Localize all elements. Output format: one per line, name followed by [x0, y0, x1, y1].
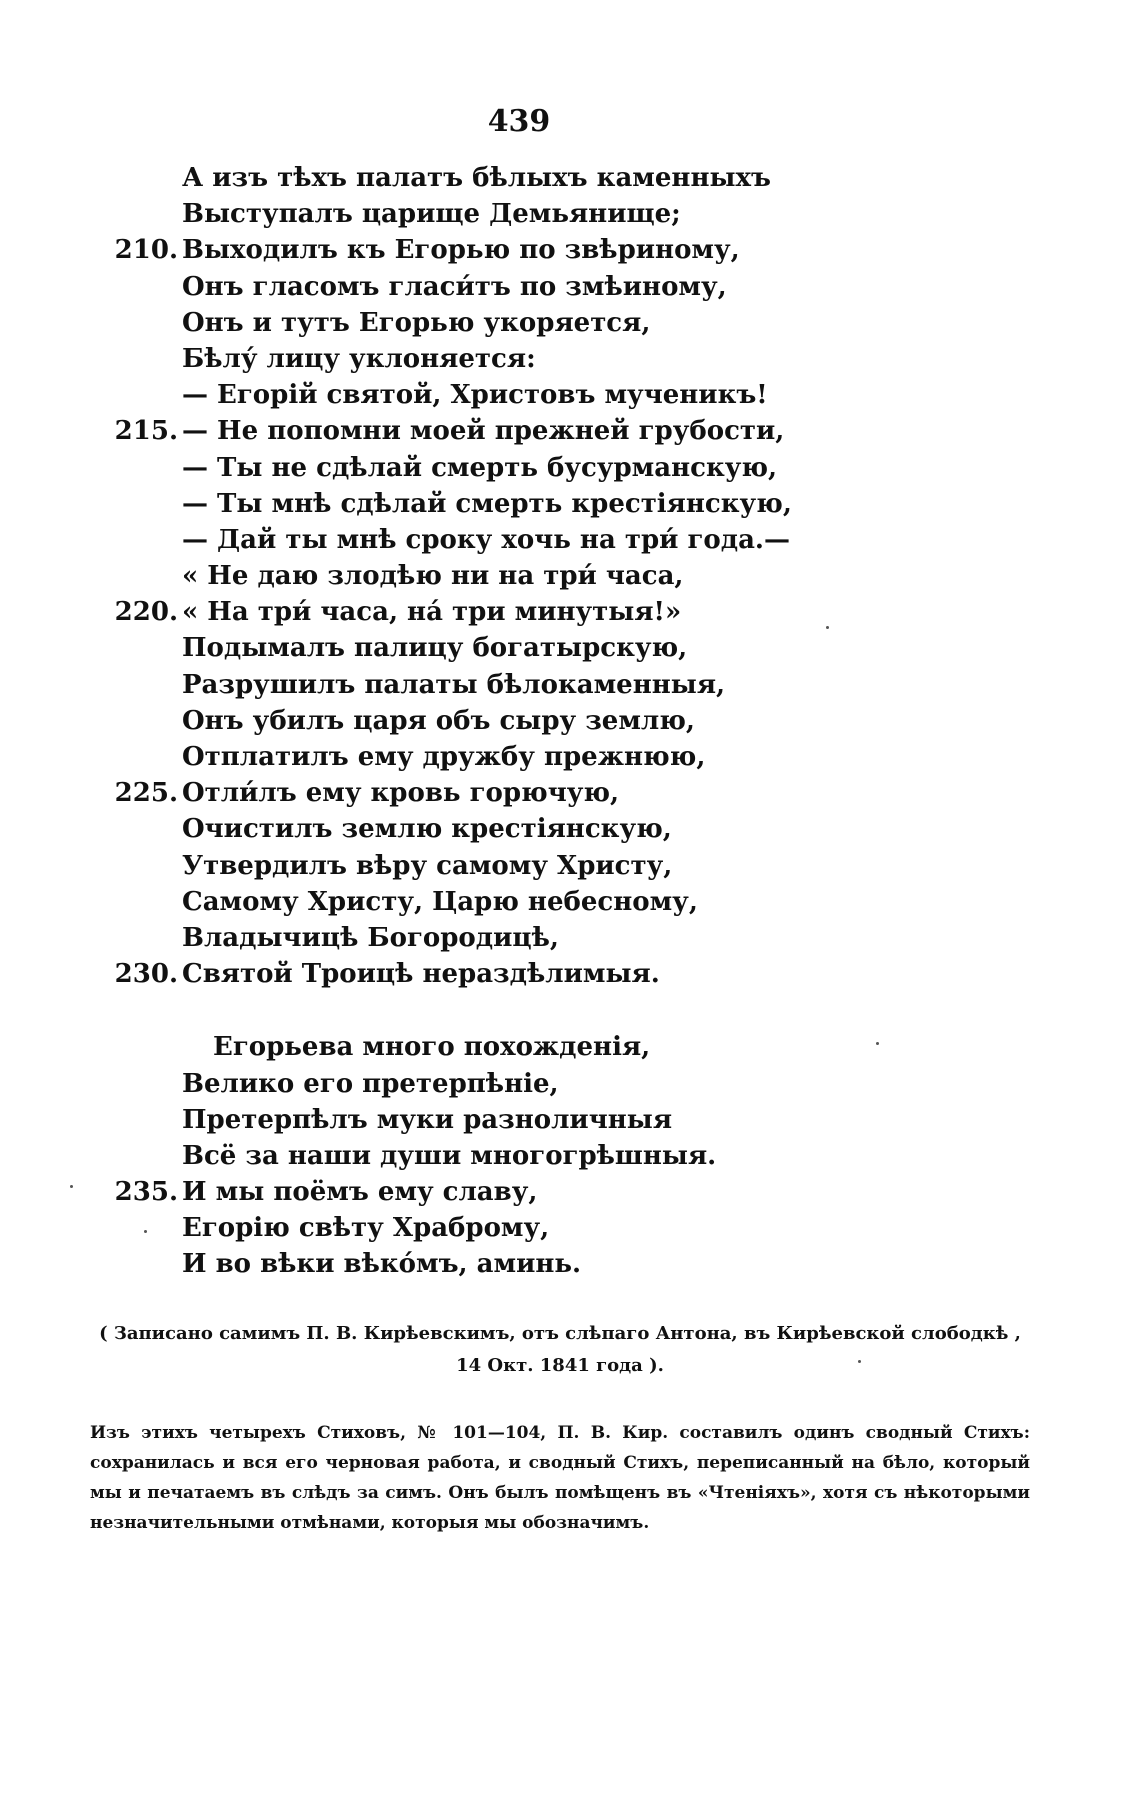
- line-text: Отли́лъ ему кровь горючую,: [182, 778, 620, 809]
- line-text: Самому Христу, Царю небесному,: [182, 886, 698, 917]
- verse-line: [110, 1029, 1010, 1065]
- line-number: 220.: [114, 597, 178, 628]
- verse-line: [110, 630, 1010, 666]
- verse-line: [110, 558, 1010, 594]
- verse-line: [110, 413, 1010, 449]
- verse-line: [110, 450, 1010, 486]
- line-text: Утвердилъ вѣру самому Христу,: [182, 850, 673, 881]
- line-text: Онъ гласомъ гласи́тъ по змѣиному,: [182, 271, 727, 302]
- line-text: Онъ убилъ царя объ сыру землю,: [182, 705, 695, 736]
- verse-line: [110, 667, 1010, 703]
- line-text: Очистилъ землю крестіянскую,: [182, 814, 672, 845]
- verse-line: [110, 1138, 1010, 1174]
- source-attribution: ( Записано самимъ П. В. Кирѣевскимъ, отъ слѣпаго Антона, въ Кирѣевской слободкѣ , 14 Окт. 1841 года ).: [99, 1323, 1021, 1376]
- line-text: Святой Троицѣ нераздѣлимыя.: [182, 959, 660, 990]
- line-text: Претерпѣлъ муки разноличныя: [182, 1104, 673, 1135]
- stanza-1: [110, 160, 1010, 992]
- verse-body: [110, 160, 1010, 1283]
- line-text: А изъ тѣхъ палатъ бѣлыхъ каменныхъ: [182, 163, 771, 193]
- line-text: Владычицѣ Богородицѣ,: [182, 922, 559, 953]
- verse-line: [110, 522, 1010, 558]
- verse-line: [110, 486, 1010, 522]
- scan-speck: [826, 626, 829, 629]
- verse-line: [110, 775, 1010, 811]
- line-text: — Егорій святой, Христовъ мученикъ!: [182, 380, 768, 411]
- verse-line: [110, 269, 1010, 305]
- verse-line: [110, 341, 1010, 377]
- line-text: Выходилъ къ Егорью по звѣриному,: [182, 235, 740, 266]
- line-number: 215.: [114, 416, 178, 447]
- editorial-note: Изъ этихъ четырехъ Стиховъ, № 101—104, П. В. Кир. составилъ одинъ сводный Стихъ: сохранилась и вся его черновая работа, и сводный Стихъ, переписанный на бѣло, который мы и печатаемъ въ слѣдъ за симъ. Онъ былъ помѣщенъ въ «Чтеніяхъ», хотя съ нѣкоторыми незначительными отмѣнами, которыя мы обозначимъ.: [90, 1423, 1030, 1533]
- line-text: « Не даю злодѣю ни на три́ часа,: [182, 561, 684, 592]
- line-text: Подымалъ палицу богатырскую,: [182, 633, 688, 664]
- scan-speck: [144, 1230, 147, 1233]
- verse-line: [110, 1066, 1010, 1102]
- scan-speck: [858, 1360, 861, 1363]
- verse-line: [110, 196, 1010, 232]
- line-number: 230.: [114, 959, 178, 990]
- line-text: Онъ и тутъ Егорью укоряется,: [182, 307, 651, 338]
- line-text: Разрушилъ палаты бѣлокаменныя,: [182, 669, 726, 700]
- stanza-2: [110, 1029, 1010, 1282]
- verse-line: [110, 1102, 1010, 1138]
- verse-line: [110, 377, 1010, 413]
- verse-line: [110, 956, 1010, 992]
- line-text: — Не попомни моей прежней грубости,: [182, 416, 785, 447]
- line-text: И во вѣки вѣко́мъ, аминь.: [182, 1249, 582, 1280]
- line-text: Егорію свѣту Храброму,: [182, 1213, 550, 1244]
- scan-speck: [70, 1185, 73, 1188]
- line-text: Бѣлу́ лицу уклоняется:: [182, 343, 536, 374]
- verse-line: [110, 739, 1010, 775]
- line-number: 225.: [114, 778, 178, 809]
- line-text: « На три́ часа, на́ три минутыя!»: [182, 597, 682, 628]
- verse-line: [110, 920, 1010, 956]
- line-text: — Ты мнѣ сдѣлай смерть крестіянскую,: [182, 488, 792, 519]
- verse-line: [110, 160, 1010, 196]
- verse-line: [110, 305, 1010, 341]
- line-number: 235.: [114, 1177, 178, 1208]
- verse-line: [110, 1210, 1010, 1246]
- line-text: Отплатилъ ему дружбу прежнюю,: [182, 742, 706, 772]
- line-text: Егорьева много похожденія,: [213, 1032, 651, 1063]
- line-text: И мы поёмъ ему славу,: [182, 1177, 538, 1208]
- verse-line: [110, 594, 1010, 630]
- verse-line: [110, 232, 1010, 268]
- verse-line: [110, 703, 1010, 739]
- line-text: Всё за наши души многогрѣшныя.: [182, 1140, 717, 1171]
- page-number: 439: [487, 104, 551, 139]
- verse-line: [110, 811, 1010, 847]
- verse-line: [110, 1174, 1010, 1210]
- scan-speck: [876, 1042, 879, 1045]
- line-text: — Дай ты мнѣ сроку хочь на три́ года.—: [182, 524, 790, 555]
- line-text: — Ты не сдѣлай смерть бусурманскую,: [182, 452, 778, 483]
- verse-line: [110, 1246, 1010, 1282]
- line-number: 210.: [114, 235, 178, 266]
- verse-line: [110, 884, 1010, 920]
- line-text: Выступалъ царище Демьянище;: [182, 199, 681, 230]
- stanza-gap: [110, 992, 1010, 1029]
- line-text: Велико его претерпѣніе,: [182, 1068, 559, 1099]
- verse-line: [110, 848, 1010, 884]
